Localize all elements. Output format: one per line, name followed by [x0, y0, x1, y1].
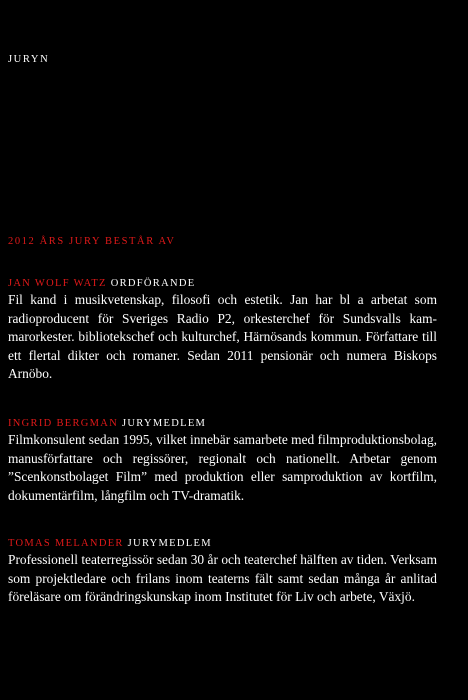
member-bio: Fil kand i musikvetenskap, filosofi och estetik. Jan har bl a arbetat som radioproducent för Sveriges Radio P2, orkesterchef för Sundsvalls kammarorkester. bibliotekschef och kulturchef, Härnösands kommun. Författare till ett flertal dikter och romaner. Sedan 2011 pensionär och numera Biskops Arnöbo.	[8, 292, 437, 382]
member-bio: Professionell teaterregissör sedan 30 år och teaterchef hälften av tiden. Verksam som projektledare och frilans inom teaterns fält samt sedan många år anlitad föreläsare om förändringskunskap inom Institutet för Liv och arbete, Växjö.	[8, 552, 437, 605]
member-heading	[8, 276, 437, 291]
member-role: JURYMEDLEM	[127, 538, 212, 549]
member-name: JAN WOLF WATZ	[8, 278, 107, 289]
member-name: TOMAS MELANDER	[8, 538, 124, 549]
member-heading	[8, 416, 437, 431]
member-role: JURYMEDLEM	[122, 418, 207, 429]
member-bio: Filmkonsulent sedan 1995, vilket innebär samarbete med filmproduktionsbolag, manusförfattare och regissörer, regionalt och nationellt. Arbetar genom ”Scenkonstbolaget Film” med produktion eller samproduktion av kortfilm, dokumentärfilm, långfilm och TV-dramatik.	[8, 432, 437, 503]
member-role: ORDFÖRANDE	[110, 278, 196, 289]
jury-member-bergman	[8, 416, 437, 505]
jury-headline: 2012 ÅRS JURY BESTÅR AV	[8, 236, 176, 247]
member-heading	[8, 536, 437, 551]
member-name: INGRID BERGMAN	[8, 418, 119, 429]
jury-member-watz	[8, 276, 437, 384]
jury-member-melander	[8, 536, 437, 607]
section-label: JURYN	[8, 54, 50, 65]
